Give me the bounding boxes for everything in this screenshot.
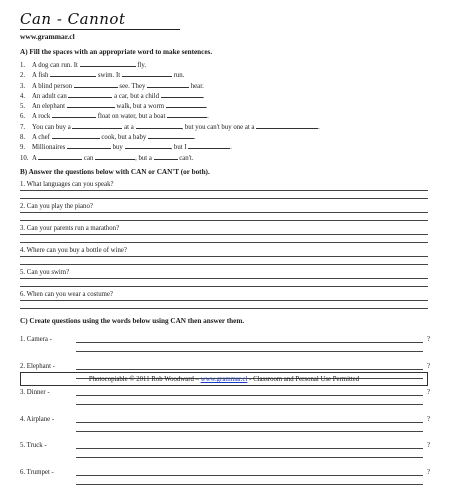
fill-in-blank[interactable]: [67, 101, 115, 108]
sentence-text: A chef: [32, 134, 52, 142]
sentence-text: A: [32, 154, 39, 162]
answer-line[interactable]: [76, 423, 423, 432]
question-mark: ?: [426, 415, 430, 423]
sentence-text: You can buy a: [32, 123, 73, 131]
section-a-heading: A) Fill the spaces with an appropriate word to make sentences.: [20, 48, 213, 56]
question-line[interactable]: [76, 414, 423, 423]
sentence-text: .: [207, 113, 209, 121]
item-number: 9.: [20, 144, 26, 152]
fill-in-blank[interactable]: [122, 70, 172, 77]
section-b-list: [20, 181, 430, 309]
sentence-text: buy: [110, 144, 125, 152]
fill-in-blank[interactable]: [74, 81, 118, 88]
sentence-text: A rock: [32, 113, 53, 121]
section-c-item: [20, 352, 430, 370]
sentence-text: at a: [122, 123, 136, 131]
section-b-question: 1. What languages can you speak?: [20, 180, 114, 188]
sentence-text: can: [82, 154, 96, 162]
question-line[interactable]: [76, 334, 423, 343]
section-c-item: [20, 432, 430, 450]
item-number: 4.: [20, 92, 26, 100]
fill-in-blank[interactable]: [52, 132, 100, 139]
fill-in-blank[interactable]: [125, 142, 171, 149]
sentence-text: Millionaires: [32, 144, 67, 152]
fill-in-blank[interactable]: [38, 153, 82, 160]
sentence-text: a car, but a child: [112, 92, 161, 100]
question-line[interactable]: [76, 361, 423, 370]
section-a-item: [20, 132, 430, 142]
section-c-list: [20, 326, 430, 485]
item-number: 10.: [20, 154, 29, 162]
section-b-question: 2. Can you play the piano?: [20, 202, 93, 210]
fill-in-blank[interactable]: [52, 111, 96, 118]
fill-in-blank[interactable]: [161, 91, 203, 98]
sentence-text: hear.: [189, 82, 204, 90]
fill-in-blank[interactable]: [167, 111, 209, 121]
question-line[interactable]: [76, 387, 423, 396]
sentence-text: fly.: [135, 62, 147, 69]
section-b-question: 5. Can you swim?: [20, 268, 70, 276]
title-underline: [20, 29, 180, 30]
item-number: 3.: [20, 82, 26, 90]
fill-in-blank[interactable]: [95, 153, 135, 160]
sentence-text: can't.: [177, 154, 194, 162]
answer-line[interactable]: [20, 257, 428, 265]
sentence-text: .: [318, 123, 320, 131]
sentence-text: , but you can't buy one at a: [181, 123, 257, 131]
fill-in-blank[interactable]: [154, 153, 178, 160]
sentence-text: A fish: [32, 72, 51, 80]
sentence-text: , but I: [170, 144, 189, 152]
question-line[interactable]: [76, 440, 423, 449]
section-a-item: [20, 70, 430, 80]
section-c-item: [20, 405, 430, 423]
section-a-item: [20, 60, 430, 70]
item-number: 6.: [20, 113, 26, 121]
fill-in-blank[interactable]: [136, 122, 182, 129]
sentence-text: walk, but a worm: [114, 103, 166, 111]
question-line[interactable]: [76, 467, 423, 476]
footer-notice: [20, 372, 428, 386]
prompt-word: 3. Dinner -: [20, 389, 50, 397]
website-label: www.grammar.cl: [20, 32, 75, 41]
question-mark: ?: [426, 442, 430, 450]
item-number: 5.: [20, 103, 26, 111]
sentence-text: .: [230, 144, 232, 152]
fill-in-blank[interactable]: [67, 142, 111, 149]
footer-link[interactable]: www.grammar.cl: [200, 376, 248, 383]
section-c-item: [20, 458, 430, 476]
question-mark: ?: [426, 362, 430, 370]
fill-in-blank[interactable]: [72, 122, 122, 129]
sentence-text: A blind person: [32, 82, 74, 90]
sentence-text: .: [193, 134, 196, 142]
sentence-text: .: [202, 92, 205, 100]
prompt-word: 4. Airplane -: [20, 415, 55, 423]
item-number: 2.: [20, 72, 26, 80]
question-mark: ?: [426, 336, 430, 344]
item-number: 1.: [20, 62, 26, 69]
section-b-question: 3. Can your parents run a marathon?: [20, 224, 120, 232]
sentence-text: , but a: [135, 154, 154, 162]
item-number: 8.: [20, 134, 26, 142]
fill-in-blank[interactable]: [256, 122, 318, 129]
section-a-item: [20, 101, 430, 111]
fill-in-blank[interactable]: [50, 70, 96, 77]
section-b-heading: B) Answer the questions below with CAN or CAN'T (or both).: [20, 167, 210, 176]
prompt-word: 2. Elephant -: [20, 362, 55, 370]
answer-line[interactable]: [20, 301, 428, 309]
answer-line[interactable]: [76, 396, 423, 405]
answer-line[interactable]: [76, 449, 423, 458]
fill-in-blank[interactable]: [80, 60, 136, 67]
section-b-question: 6. When can you wear a costume?: [20, 290, 113, 298]
section-a-item: [20, 153, 430, 163]
section-c-item: [20, 326, 430, 344]
prompt-word: 6. Trumpet -: [20, 468, 54, 476]
sentence-text: cook, but a baby: [99, 134, 148, 142]
section-b-question: 4. Where can you buy a bottle of wine?: [20, 246, 127, 254]
question-mark: ?: [426, 389, 430, 397]
sentence-text: swim. It: [96, 72, 122, 80]
section-a-item: [20, 91, 430, 101]
sentence-text: see. They: [117, 82, 148, 90]
section-a-item: [20, 111, 430, 121]
fill-in-blank[interactable]: [148, 132, 196, 142]
section-a-item: [20, 122, 430, 132]
fill-in-blank[interactable]: [147, 81, 189, 88]
answer-line[interactable]: [76, 343, 423, 352]
page-title: Can - Cannot: [20, 10, 126, 28]
section-c-heading: C) Create questions using the words below using CAN then answer them.: [20, 316, 245, 325]
footer-text-after: - Classroom and Personal Use Permitted: [247, 376, 360, 383]
sentence-text: A dog can run. It: [32, 62, 80, 69]
sentence-text: An elephant: [32, 103, 67, 111]
answer-line[interactable]: [20, 213, 428, 221]
worksheet: [20, 10, 430, 485]
question-mark: ?: [426, 468, 430, 476]
prompt-word: 1. Camera -: [20, 336, 52, 344]
section-a-item: [20, 81, 430, 91]
sentence-text: An adult can: [32, 92, 69, 100]
prompt-word: 5. Truck -: [20, 442, 47, 450]
section-a-list: [20, 60, 430, 163]
answer-line[interactable]: [20, 191, 428, 199]
sentence-text: run.: [171, 72, 185, 80]
footer-text-before: Photocopiable © 2011 Rob Woodward –: [88, 376, 201, 383]
item-number: 7.: [20, 123, 26, 131]
sentence-text: float on water, but a boat: [96, 113, 168, 121]
answer-line[interactable]: [20, 279, 428, 287]
fill-in-blank[interactable]: [188, 142, 232, 152]
fill-in-blank[interactable]: [68, 91, 112, 98]
answer-line[interactable]: [20, 235, 428, 243]
answer-line[interactable]: [76, 476, 423, 485]
fill-in-blank[interactable]: [166, 101, 208, 111]
section-a-item: [20, 142, 430, 152]
sentence-text: .: [205, 103, 208, 111]
